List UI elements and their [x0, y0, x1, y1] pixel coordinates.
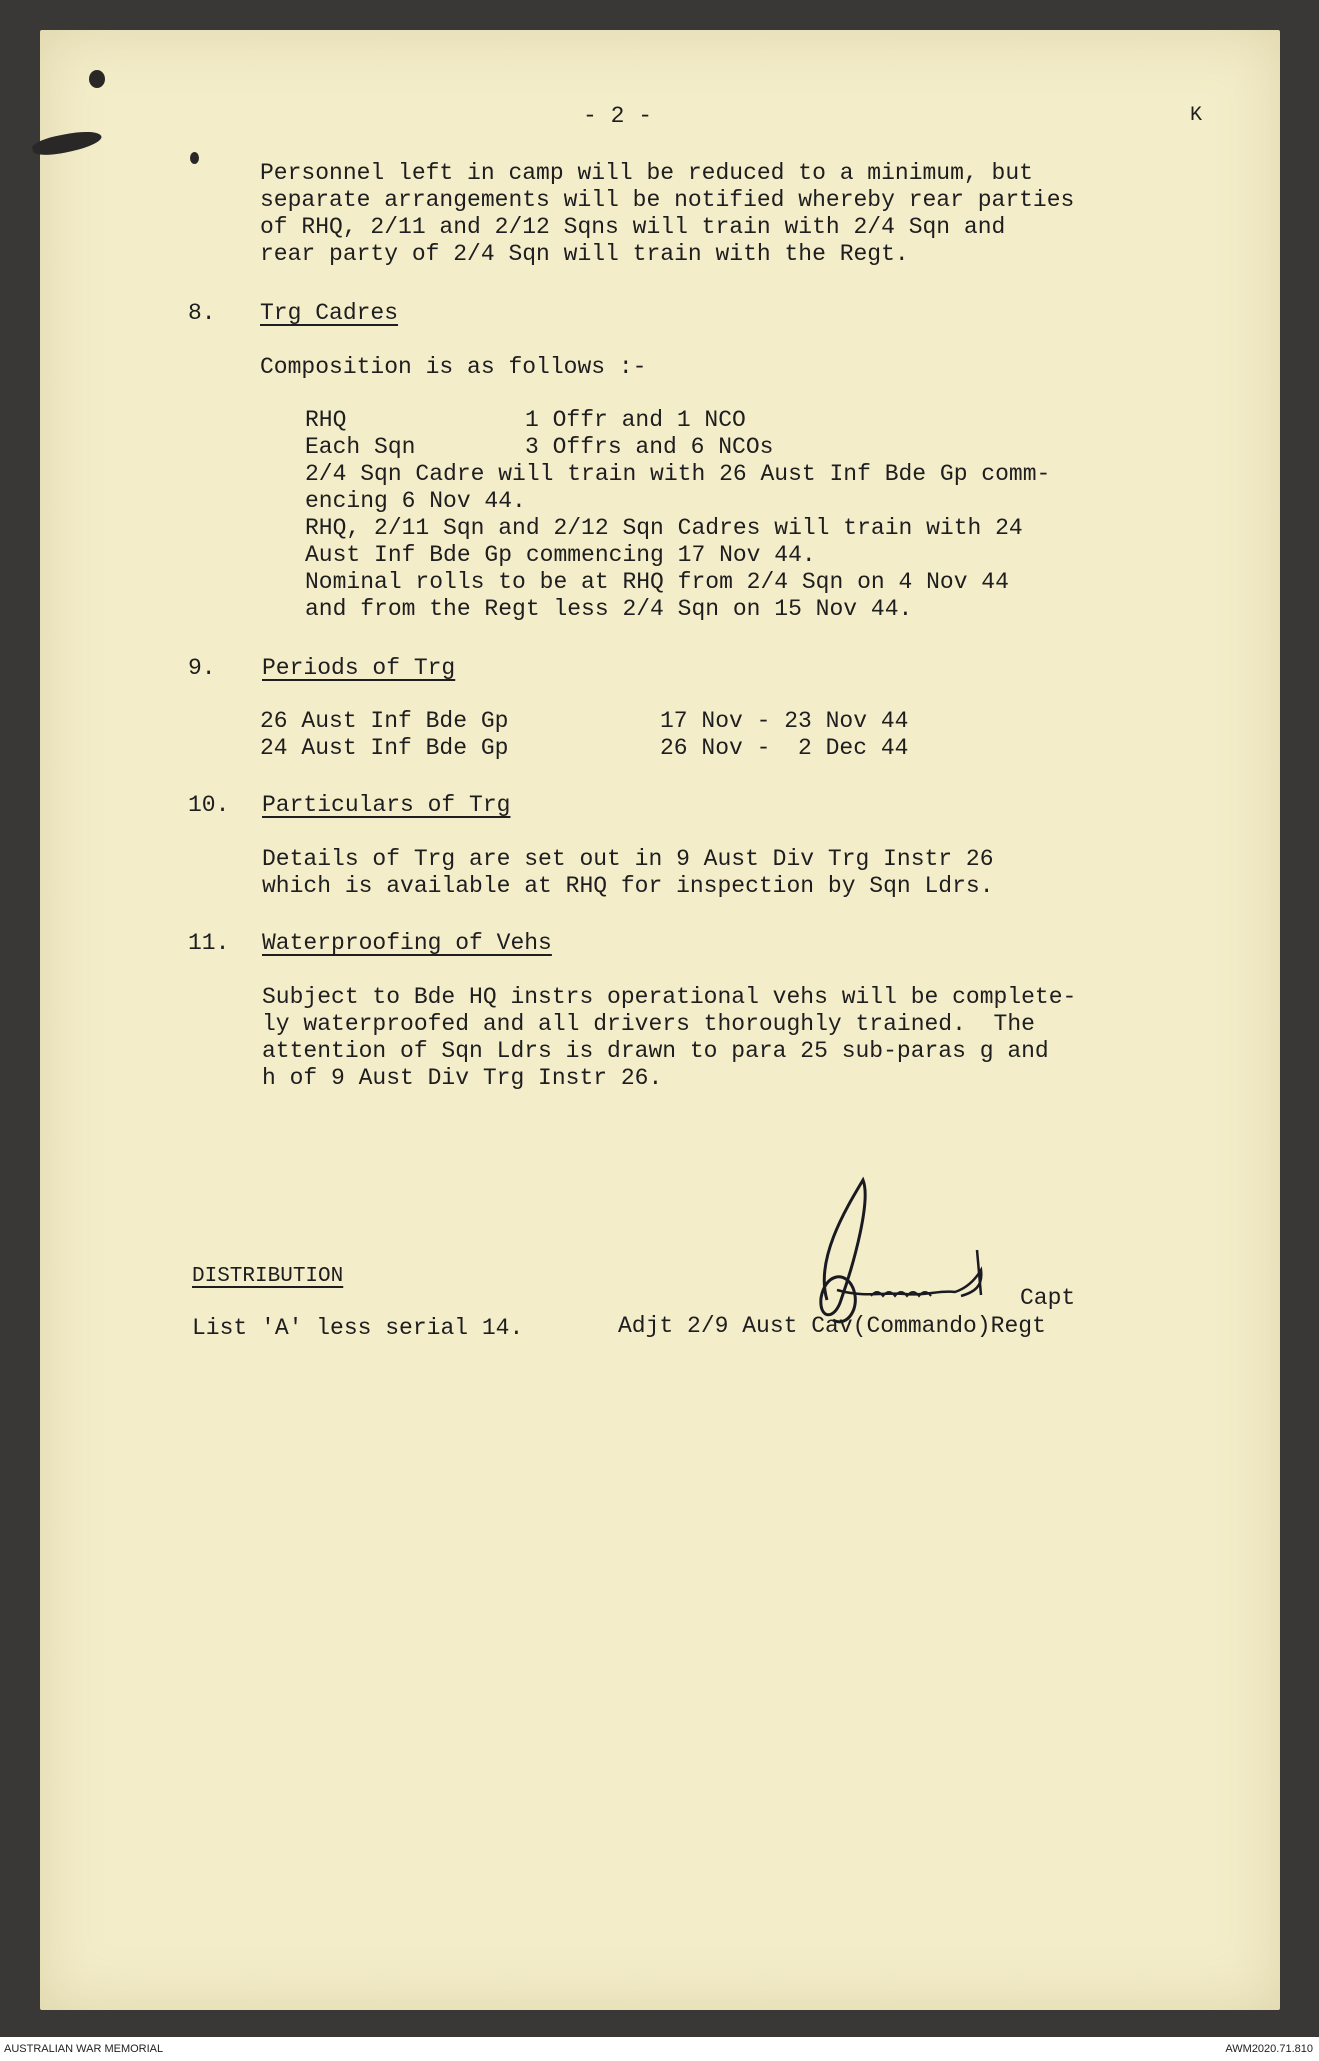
section-8-line-6: and from the Regt less 2/4 Sqn on 15 Nov 44.: [305, 596, 913, 622]
punch-hole-small: [190, 152, 199, 164]
section-8-line-1: 2/4 Sqn Cadre will train with 26 Aust Inf Bde Gp comm-: [305, 461, 1051, 487]
intro-line-2: separate arrangements will be notified whereby rear parties: [260, 187, 1075, 213]
signature-appointment: Adjt 2/9 Aust Cav(Commando)Regt: [618, 1313, 1046, 1339]
section-11-heading: Waterproofing of Vehs: [262, 930, 552, 956]
intro-line-3: of RHQ, 2/11 and 2/12 Sqns will train with 2/4 Sqn and: [260, 214, 1006, 240]
cadre-rhq-value: 1 Offr and 1 NCO: [525, 407, 746, 433]
section-8-lead: Composition is as follows :-: [260, 354, 647, 380]
section-11-line-4: h of 9 Aust Div Trg Instr 26.: [262, 1065, 663, 1091]
section-8-heading: Trg Cadres: [260, 300, 399, 326]
section-11-number: 11.: [188, 930, 230, 956]
page-number: - 2 -: [583, 103, 653, 129]
archive-reference: AWM2020.71.810: [1225, 2043, 1313, 2055]
period-row-2-unit: 24 Aust Inf Bde Gp: [260, 735, 509, 761]
section-10-number: 10.: [188, 792, 230, 818]
section-11-line-3: attention of Sqn Ldrs is drawn to para 25 sub-paras g and: [262, 1038, 1049, 1064]
corner-mark: K: [1190, 104, 1203, 127]
punch-hole: [89, 70, 105, 88]
section-9-heading: Periods of Trg: [262, 655, 456, 681]
section-10-heading: Particulars of Trg: [262, 792, 511, 818]
archive-footer: [0, 2037, 1319, 2061]
cadre-rhq-label: RHQ: [305, 407, 347, 433]
section-8-line-4: Aust Inf Bde Gp commencing 17 Nov 44.: [305, 542, 816, 568]
document-page: [40, 30, 1280, 2010]
section-11-line-2: ly waterproofed and all drivers thoroughly trained. The: [262, 1011, 1035, 1037]
period-row-1-dates: 17 Nov - 23 Nov 44: [660, 708, 909, 734]
section-9-number: 9.: [188, 655, 216, 681]
distribution-list: List 'A' less serial 14.: [192, 1315, 524, 1341]
torn-hole: [31, 127, 103, 159]
section-8-line-3: RHQ, 2/11 Sqn and 2/12 Sqn Cadres will train with 24: [305, 515, 1023, 541]
section-11-line-1: Subject to Bde HQ instrs operational vehs will be complete-: [262, 984, 1077, 1010]
cadre-sqn-value: 3 Offrs and 6 NCOs: [525, 434, 774, 460]
period-row-2-dates: 26 Nov - 2 Dec 44: [660, 735, 909, 761]
section-10-line-2: which is available at RHQ for inspection by Sqn Ldrs.: [262, 873, 994, 899]
intro-line-1: Personnel left in camp will be reduced to a minimum, but: [260, 160, 1033, 186]
signature-rank: Capt: [1020, 1285, 1076, 1311]
cadre-sqn-label: Each Sqn: [305, 434, 416, 460]
archive-name: AUSTRALIAN WAR MEMORIAL: [4, 2043, 164, 2055]
section-8-line-2: encing 6 Nov 44.: [305, 488, 526, 514]
intro-line-4: rear party of 2/4 Sqn will train with the Regt.: [260, 241, 909, 267]
section-8-line-5: Nominal rolls to be at RHQ from 2/4 Sqn on 4 Nov 44: [305, 569, 1009, 595]
section-8-number: 8.: [188, 300, 216, 326]
section-10-line-1: Details of Trg are set out in 9 Aust Div Trg Instr 26: [262, 846, 994, 872]
distribution-heading: DISTRIBUTION: [192, 1265, 344, 1288]
period-row-1-unit: 26 Aust Inf Bde Gp: [260, 708, 509, 734]
